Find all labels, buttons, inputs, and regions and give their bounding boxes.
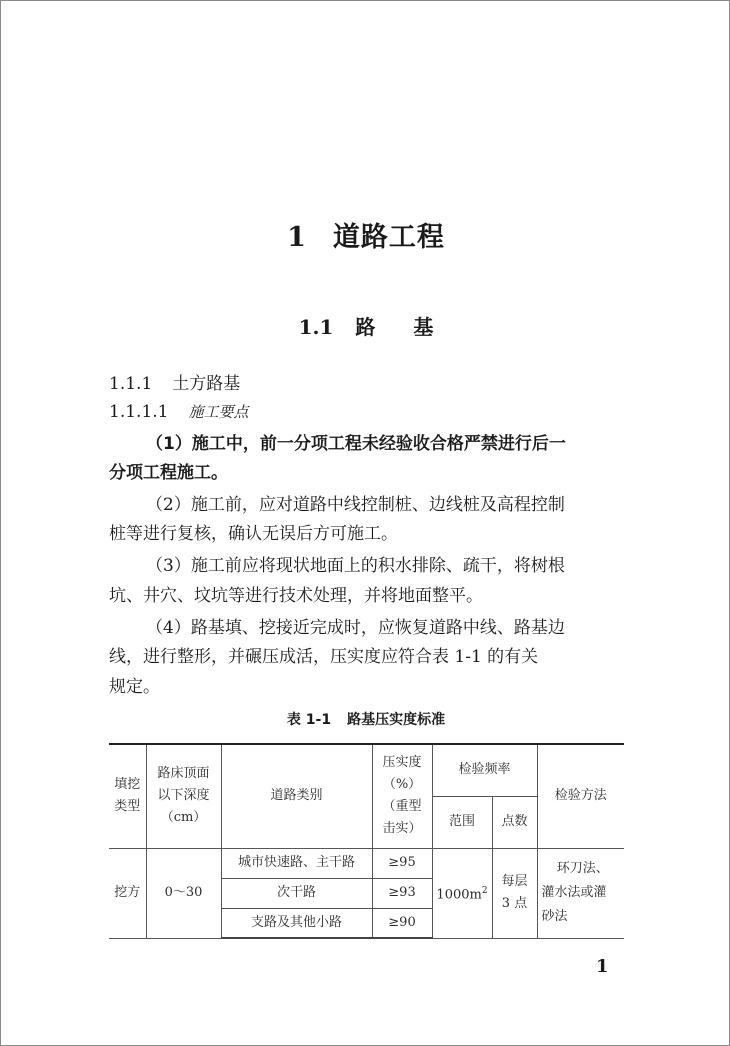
compaction-standard-table	[109, 743, 624, 939]
section-title-part1: 路	[355, 315, 376, 339]
table-caption-title: 路基压实度标准	[347, 712, 446, 728]
subsection-number: 1.1.1	[109, 374, 153, 394]
cell-road-category: 次干路	[221, 878, 372, 908]
header-road-category: 道路类别	[221, 744, 372, 848]
paragraph-1-line-1: （1）施工中，前一分项工程未经验收合格严禁进行后一	[146, 434, 566, 454]
section-number: 1.1	[298, 315, 334, 339]
paragraph-4-line-1: （4）路基填、挖接近完成时，应恢复道路中线、路基边	[146, 618, 565, 638]
paragraph-4-line-3: 规定。	[109, 677, 160, 697]
header-compaction: 压实度 （%） （重型 击实）	[372, 744, 432, 848]
cell-range: $1000m^2$	[432, 848, 492, 938]
paragraph-2-line-2: 桩等进行复核，确认无误后方可施工。	[109, 524, 398, 544]
paragraph-1-line-2: 分项工程施工。	[109, 463, 228, 483]
paragraph-2-line-1: （2）施工前，应对道路中线控制桩、边线桩及高程控制	[146, 495, 565, 515]
subsubsection-title: 施工要点	[188, 403, 249, 421]
subsection-heading	[109, 369, 240, 399]
paragraph-3-line-1: （3）施工前应将现状地面上的积水排除、疏干，将树根	[146, 556, 565, 576]
cell-method: 环刀法、 灌水法或灌 砂法	[537, 848, 624, 938]
chapter-title	[1, 215, 730, 254]
subsubsection-number: 1.1.1.1	[109, 402, 169, 422]
cell-compaction: ≥95	[372, 848, 432, 878]
chapter-title-text: 道路工程	[332, 222, 445, 253]
cell-compaction: ≥93	[372, 878, 432, 908]
cell-road-category: 支路及其他小路	[221, 908, 372, 938]
header-points: 点数	[492, 796, 537, 848]
cell-points: 每层 3 点	[492, 848, 537, 938]
header-inspection-frequency: 检验频率	[432, 744, 537, 796]
header-range: 范围	[432, 796, 492, 848]
table-row	[109, 848, 624, 878]
table-caption-number: 表 1-1	[286, 712, 332, 728]
cell-depth: 0～30	[146, 848, 221, 938]
header-fill-cut-type: 填挖 类型	[109, 744, 146, 848]
header-inspection-method: 检验方法	[537, 744, 624, 848]
header-depth: 路床顶面 以下深度 （cm）	[146, 744, 221, 848]
page-number: 1	[596, 956, 609, 977]
subsubsection-heading	[109, 397, 249, 427]
chapter-number: 1	[287, 222, 307, 253]
cell-compaction: ≥90	[372, 908, 432, 938]
section-title-part2: 基	[413, 315, 434, 339]
table-header-row-1	[109, 744, 624, 796]
cell-fill-cut-type: 挖方	[109, 848, 146, 938]
cell-road-category: 城市快速路、主干路	[221, 848, 372, 878]
section-title	[1, 311, 730, 340]
paragraph-3-line-2: 坑、井穴、坟坑等进行技术处理，并将地面整平。	[109, 586, 483, 606]
table-caption	[1, 709, 730, 729]
paragraph-4-line-2: 线，进行整形，并碾压成活，压实度应符合表 1-1 的有关	[109, 647, 539, 667]
subsection-title: 土方路基	[172, 374, 241, 394]
